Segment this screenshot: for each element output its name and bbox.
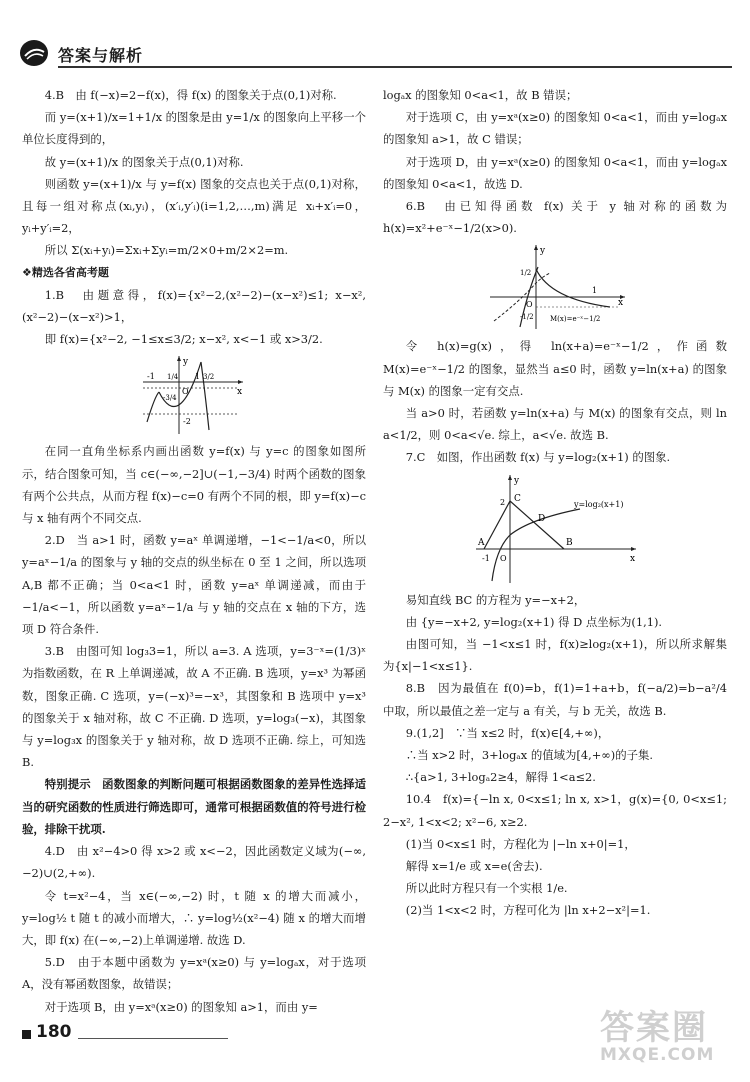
- paragraph: 所以 Σ(xᵢ+yᵢ)=Σxᵢ+Σyᵢ=m/2×0+m/2×2=m.: [44, 243, 289, 258]
- figure-1-piecewise-graph: [139, 352, 249, 438]
- paragraph: 对于选项 B，由 y=xᵃ(x≥0) 的图象知 a>1，而由 y=: [44, 999, 318, 1014]
- fig3-label: B: [566, 537, 573, 548]
- paragraph: 解得 x=1/e 或 x=e(舍去).: [405, 859, 543, 874]
- paragraph: 故 y=(x+1)/x 的图象关于点(0,1)对称.: [44, 154, 244, 169]
- paragraph: 对于选项 D，由 y=xᵃ(x≥0) 的图象知 0<a<1，而由 y=logₐx 的图象知 0<a<1，故选 D.: [383, 154, 727, 191]
- fig2-label: y: [540, 246, 546, 257]
- left-column: [22, 84, 366, 1018]
- fig3-label: y=log₂(x+1): [574, 499, 624, 509]
- paragraph: 6.B 由已知得函数 f(x) 关于 y 轴对称的函数为 h(x)=x²+e⁻ˣ−1/2(x>0).: [383, 199, 727, 236]
- fig2-label: 1/2: [520, 269, 532, 278]
- fig3-label: -1: [482, 553, 490, 563]
- figure-3-log-graph: [470, 471, 640, 587]
- watermark-logo: 答案圈: [600, 1008, 708, 1048]
- fig3-label: 2: [500, 497, 506, 507]
- fig3-label: O: [500, 553, 507, 563]
- fig3-label: x: [630, 553, 636, 564]
- paragraph: 5.D 由于本题中函数为 y=xᵃ(x≥0) 与 y=logₐx，对于选项 A，没有幂函数图象，故错误；: [22, 955, 366, 992]
- fig2-label: -1/2: [520, 313, 534, 322]
- paragraph: 9.(1,2] ∵当 x≤2 时，f(x)∈[4,+∞)，: [405, 725, 610, 740]
- paragraph: logₐx 的图象知 0<a<1，故 B 错误；: [383, 88, 578, 102]
- fig1-label: 1/4: [167, 373, 179, 382]
- fig3-label: D: [538, 513, 546, 524]
- paragraph: 对于选项 C，由 y=xᵃ(x≥0) 的图象知 0<a<1，而由 y=logₐx 的图象知 a>1，故 C 错误；: [383, 110, 727, 147]
- page-footer: [22, 1022, 322, 1046]
- fig1-label: 3/2: [203, 373, 215, 382]
- fig1-label: y: [183, 357, 189, 368]
- paragraph: 7.C 如图，作出函数 f(x) 与 y=log₂(x+1) 的图象.: [405, 450, 671, 465]
- paragraph: 即 f(x)={x²−2, −1≤x≤3/2; x−x², x<−1 或 x>3/2.: [44, 332, 323, 347]
- paragraph: 而 y=(x+1)/x=1+1/x 的图象是由 y=1/x 的图象向上平移一个单位长度得到的，: [22, 110, 366, 147]
- paragraph: 由图可知，当 −1<x≤1 时，f(x)≥log₂(x+1)，所以所求解集为{x|−1<x≤1}.: [383, 637, 727, 674]
- fig1-label: -3/4: [163, 394, 177, 403]
- fig2-label: O: [526, 300, 533, 310]
- fig1-label: -2: [183, 417, 191, 427]
- fig1-label: -1: [147, 372, 155, 382]
- paragraph: (1)当 0<x≤1 时，方程化为 |−ln x+0|=1，: [405, 836, 636, 851]
- fig2-label: 1: [592, 286, 598, 296]
- book-logo-icon: [18, 38, 50, 68]
- watermark: [600, 1000, 740, 1076]
- page-number: 180: [36, 1022, 72, 1042]
- fig1-label: O: [182, 387, 189, 397]
- fig2-label: x: [618, 298, 624, 309]
- fig1-label: x: [237, 387, 243, 398]
- paragraph: 易知直线 BC 的方程为 y=−x+2，: [405, 592, 586, 607]
- right-column: [383, 84, 727, 922]
- header-rule: [58, 66, 732, 68]
- paragraph: 2.D 当 a>1 时，函数 y=aˣ 单调递增，−1<−1/a<0，所以 y=aˣ−1/a 的图象与 y 轴的交点的纵坐标在 0 至 1 之间，所以选项 A,B 都不正确；当 0<a<1 时，函数 y=aˣ 单调递减，而由于 −1/a<−1，所以函数 y=aˣ−1/a 与 y 轴的交点在 x 轴的下方，选项 D 符合条件.: [22, 533, 366, 637]
- paragraph: 4.D 由 x²−4>0 得 x>2 或 x<−2，因此函数定义域为(−∞,−2)∪(2,+∞).: [22, 844, 366, 881]
- page-header: [18, 38, 732, 68]
- fig2-label: M(x)=e⁻ˣ−1/2: [550, 315, 601, 324]
- paragraph: 令 h(x)=g(x)，得 ln(x+a)=e⁻ˣ−1/2，作函数 M(x)=e⁻ˣ−1/2 的图象，显然当 a≤0 时，函数 y=ln(x+a) 的图象与 M(x) 的图象一定有交点.: [383, 339, 727, 398]
- paragraph: 3.B 由图可知 log₃3=1，所以 a=3. A 选项，y=3⁻ˣ=(1/3)ˣ 为指数函数，在 R 上单调递减，故 A 不正确. B 选项，y=x³ 为幂函数，图象正确. C 选项，y=(−x)³=−x³，其图象和 B 选项中 y=x³ 的图象关于 x 轴对称，故 C 不正确. D 选项，y=log₃(−x)，其图象与 y=log₃x 的图象关于 y 轴对称，故 D 选项不正确. 综上，可知选 B.: [22, 644, 366, 770]
- watermark-url: MXQE.COM: [600, 1045, 715, 1065]
- tip-paragraph: 特别提示 函数图象的判断问题可根据函数图象的差异性选择适当的研究函数的性质进行筛选即可，通常可根据函数值的符号进行检验，排除干扰项.: [22, 777, 366, 836]
- paragraph: ∴当 x>2 时，3+logₐx 的值域为[4,+∞)的子集.: [405, 748, 653, 763]
- fig1-label: 1: [195, 372, 201, 382]
- paragraph: 当 a>0 时，若函数 y=ln(x+a) 与 M(x) 的图象有交点，则 ln a<1/2，则 0<a<√e. 综上，a<√e. 故选 B.: [383, 406, 727, 443]
- paragraph: (2)当 1<x<2 时，方程可化为 |ln x+2−x²|=1.: [405, 903, 651, 918]
- paragraph: 4.B 由 f(−x)=2−f(x)，得 f(x) 的图象关于点(0,1)对称.: [44, 88, 337, 102]
- paragraph: 令 t=x²−4，当 x∈(−∞,−2) 时，t 随 x 的增大而减小，y=log½ t 随 t 的减小而增大，∴ y=log½(x²−4) 随 x 的增大而增大，即 f(x) 在(−∞,−2)上单调递增. 故选 D.: [22, 888, 366, 947]
- footer-rule: [78, 1038, 228, 1039]
- paragraph: 1.B 由题意得，f(x)={x²−2,(x²−2)−(x−x²)≤1; x−x²,(x²−2)−(x−x²)>1，: [22, 287, 366, 325]
- paragraph: 所以此时方程只有一个实根 1/e.: [405, 881, 568, 896]
- paragraph: ∴{a>1, 3+logₐ2≥4，解得 1<a≤2.: [405, 770, 596, 785]
- fig3-label: A: [478, 537, 485, 548]
- fig3-label: y: [514, 475, 520, 486]
- header-title: 答案与解析: [58, 46, 144, 65]
- paragraph: 10.4 f(x)={−ln x, 0<x≤1; ln x, x>1，g(x)={0, 0<x≤1; 2−x², 1<x<2; x²−6, x≥2.: [383, 792, 727, 829]
- page-marker-icon: [22, 1030, 31, 1039]
- figure-2-exp-graph: [480, 241, 630, 333]
- paragraph: 则函数 y=(x+1)/x 与 y=f(x) 图象的交点也关于点(0,1)对称，且每一组对称点(xᵢ,yᵢ)，(x′ᵢ,y′ᵢ)(i=1,2,…,m)满足 xᵢ+x′ᵢ=0，yᵢ+y′ᵢ=2，: [22, 176, 366, 236]
- fig3-label: C: [514, 493, 521, 504]
- section-heading: ❖精选各省高考题: [22, 265, 109, 279]
- paragraph: 8.B 因为最值在 f(0)=b，f(1)=1+a+b，f(−a/2)=b−a²/4 中取，所以最值之差一定与 a 有关，与 b 无关，故选 B.: [383, 681, 727, 718]
- paragraph: 在同一直角坐标系内画出函数 y=f(x) 与 y=c 的图象如图所示，结合图象可知，当 c∈(−∞,−2]∪(−1,−3/4) 时两个函数的图象有两个公共点，从而方程 f(x)−c=0 有两个不同的根，即 y=f(x)−c 与 x 轴有两个不同交点.: [22, 444, 366, 526]
- paragraph: 由 {y=−x+2, y=log₂(x+1) 得 D 点坐标为(1,1).: [405, 614, 663, 629]
